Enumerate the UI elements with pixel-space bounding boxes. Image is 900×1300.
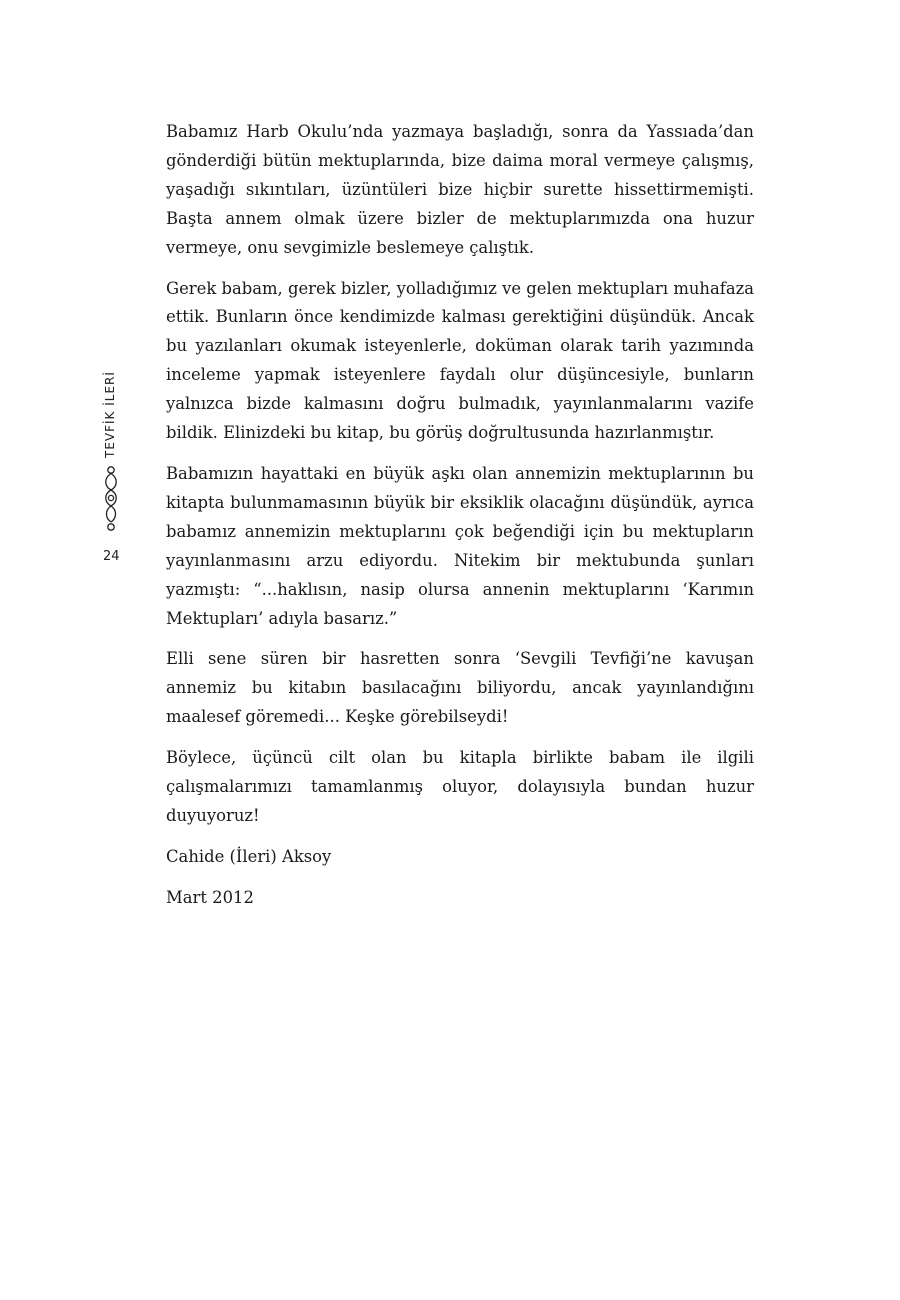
paragraph-3: Babamızın hayattaki en büyük aşkı olan annemizin mektuplarının bu kitapta bulunmamasının büyük bir eksiklik olacağını düşündük, ayrıca babamız annemizin mektuplarını çok beğendiği için bu mektupların yayınlanmasını arzu ediyordu. Nitekim bir mektubunda şunları yazmıştı: “...haklısın, nasip olursa annenin mektuplarını ‘Karımın Mektupları’ adıyla basarız.” bbox=[166, 463, 754, 628]
scroll-ornament-icon bbox=[101, 462, 121, 534]
paragraph-1: Babamız Harb Okulu’nda yazmaya başladığı, sonra da Yassıada’dan gönderdiği bütün mektuplarında, bize daima moral vermeye çalışmış, yaşadığı sıkıntıları, üzüntüleri bize hiçbir surette hissettirmemişti. Başta annem olmak üzere bizler de mektuplarımızda ona huzur vermeye, onu sevgimizle beslemeye çalıştık. bbox=[166, 122, 754, 257]
signature-name: Cahide (İleri) Aksoy bbox=[166, 846, 332, 866]
paragraph-4: Elli sene süren bir hasretten sonra ‘Sevgili Tevfiği’ne kavuşan annemiz bu kitabın basılacağını biliyordu, ancak yayınlandığını maalesef göremedi... Keşke görebilseydi! bbox=[166, 649, 754, 727]
signature-date: Mart 2012 bbox=[166, 887, 254, 907]
body-text bbox=[166, 118, 754, 925]
paragraph-2: Gerek babam, gerek bizler, yolladığımız ve gelen mektupları muhafaza ettik. Bunların önce kendimizde kalması gerektiğini düşündük. Ancak bu yazılanları okumak isteyenlerle, doküman olarak tarih yazımında inceleme yapmak isteyenlere faydalı olur düşüncesiyle, bunların yalnızca bizde kalmasını doğru bulmadık, yayınlanmalarını vazife bildik. Elinizdeki bu kitap, bu görüş doğrultusunda hazırlanmıştır. bbox=[166, 278, 754, 443]
paragraph-5: Böylece, üçüncü cilt olan bu kitapla birlikte babam ile ilgili çalışmalarımızı tamamlanmış oluyor, dolayısıyla bundan huzur duyuyoruz! bbox=[166, 748, 754, 825]
running-header-title: TEVFİK İLERİ bbox=[103, 371, 117, 458]
page-number: 24 bbox=[103, 549, 120, 564]
